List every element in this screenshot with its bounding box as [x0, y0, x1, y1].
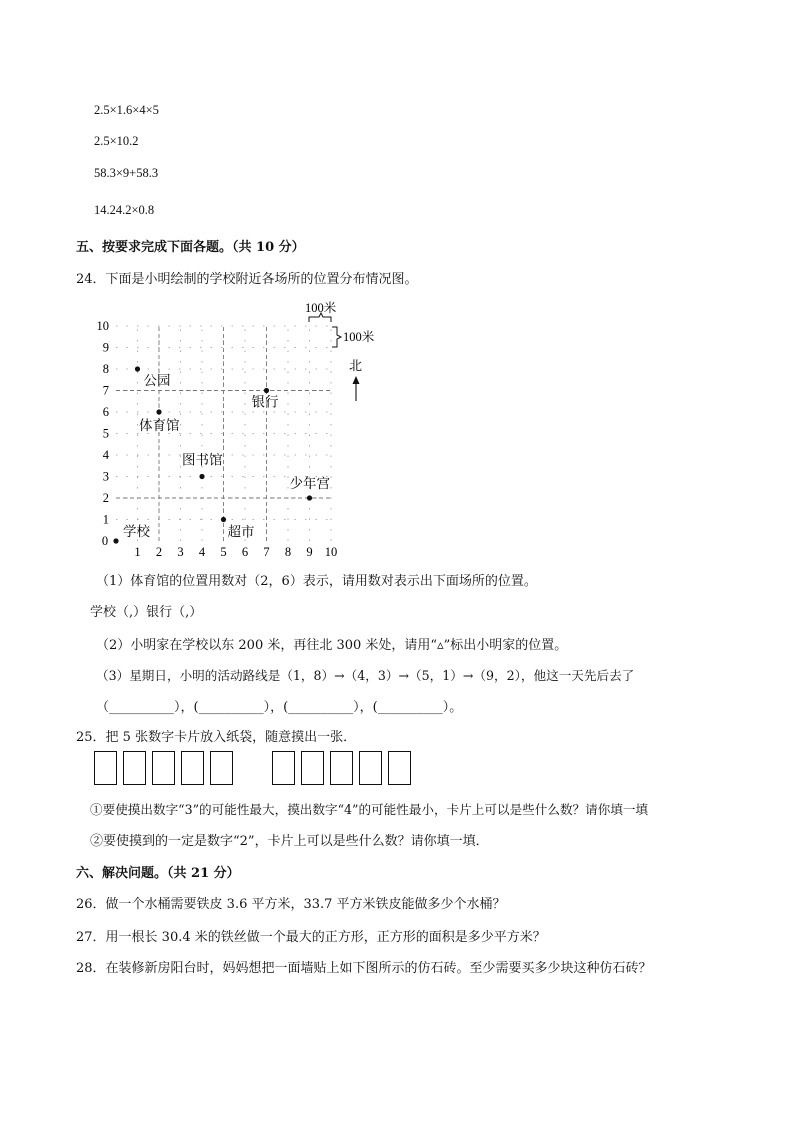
x-tick-label: 1	[134, 545, 141, 559]
x-tick-label: 2	[155, 545, 163, 559]
x-tick-label: 8	[284, 545, 292, 559]
x-tick-label: 7	[263, 545, 270, 559]
north-arrow	[349, 359, 362, 401]
place-point	[264, 388, 269, 393]
number-card-blank[interactable]	[181, 751, 204, 785]
place-label: 体育馆	[139, 418, 180, 434]
place-point	[307, 495, 312, 500]
number-card-blank[interactable]	[272, 751, 295, 785]
place-label: 图书馆	[182, 452, 223, 469]
place-label: 少年宫	[289, 476, 330, 492]
x-tick-label: 9	[306, 545, 313, 559]
expression-1: 2.5×1.6×4×5	[94, 103, 159, 117]
question-28: 28．在装修新房阳台时，妈妈想把一面墙贴上如下图所示的仿石砖。至少需要买多少块这种仿石砖？	[76, 961, 652, 976]
question-27: 27．用一根长 30.4 米的铁丝做一个最大的正方形，正方形的面积是多少平方米？	[76, 930, 546, 945]
number-card-blank[interactable]	[152, 751, 175, 785]
place-point	[199, 474, 204, 479]
place-markers	[113, 366, 330, 543]
place-point	[135, 366, 140, 371]
place-label: 学校	[123, 524, 150, 540]
place-label: 超市	[227, 524, 255, 541]
scale-indicator	[305, 300, 375, 347]
section-6-title: 六、解决问题。（共 21 分）	[76, 866, 240, 881]
y-tick-label: 7	[102, 383, 109, 398]
number-card-blank[interactable]	[123, 751, 146, 785]
x-tick-label: 10	[324, 545, 338, 559]
question-25-item-1: ①要使摸出数字“3”的可能性最大，摸出数字“4”的可能性最小，卡片上可以是些什么数？请你填一填	[90, 802, 649, 817]
north-label: 北	[349, 359, 363, 374]
question-25-item-2: ②要使摸到的一定是数字“2”，卡片上可以是些什么数？请你填一填．	[90, 834, 489, 849]
expression-3: 58.3×9+58.3	[94, 166, 159, 180]
y-tick-label: 4	[102, 448, 109, 462]
place-label: 银行	[251, 394, 279, 411]
question-24-part-1-answer[interactable]: 学校（,）银行（,）	[90, 605, 203, 620]
y-tick-label: 8	[102, 362, 109, 376]
y-tick-label: 5	[102, 426, 109, 441]
x-tick-label: 5	[220, 545, 227, 559]
x-tick-label: 6	[241, 545, 249, 559]
place-point	[221, 517, 226, 522]
place-label: 公园	[143, 373, 171, 389]
question-24-prompt: 24．下面是小明绘制的学校附近各场所的位置分布情况图。	[76, 272, 418, 287]
expression-4: 14.24.2×0.8	[94, 203, 155, 217]
number-card-blank[interactable]	[330, 751, 353, 785]
y-tick-label: 2	[102, 491, 109, 505]
x-tick-label: 4	[198, 545, 206, 559]
x-tick-label: 3	[177, 545, 184, 559]
number-card-blank[interactable]	[359, 751, 382, 785]
question-24-part-3-blanks[interactable]: （__________），(__________），(__________），(__________）。	[96, 700, 463, 715]
x-tick-label: 0	[101, 534, 109, 548]
y-tick-label: 9	[102, 340, 109, 355]
tick-labels	[97, 319, 338, 559]
number-card-blank[interactable]	[388, 751, 411, 785]
question-24-part-2: （2）小明家在学校以东 200 米，再往北 300 米处，请用“▵”标出小明家的位置。	[96, 638, 568, 653]
y-tick-label: 3	[102, 469, 109, 484]
question-24-part-3: （3）星期日，小明的活动路线是（1，8）→（4，3）→（5，1）→（9，2），他这一天先后去了	[96, 668, 635, 683]
y-tick-label: 6	[102, 405, 109, 419]
question-25-prompt: 25．把 5 张数字卡片放入纸袋，随意摸出一张．	[76, 730, 357, 745]
section-5-title: 五、按要求完成下面各题。（共 10 分）	[76, 240, 305, 255]
y-tick-label: 10	[96, 319, 109, 333]
scale-horizontal-label: 100米	[305, 301, 337, 315]
question-24-part-1: （1）体育馆的位置用数对（2，6）表示，请用数对表示出下面场所的位置。	[96, 574, 537, 589]
number-card-blank[interactable]	[94, 751, 117, 785]
expression-2: 2.5×10.2	[94, 134, 139, 148]
question-26: 26．做一个水桶需要铁皮 3.6 平方米，33.7 平方米铁皮能做多少个水桶？	[76, 897, 506, 912]
place-point	[113, 538, 118, 543]
place-point	[156, 409, 161, 414]
y-tick-label: 1	[102, 512, 109, 527]
scale-vertical-label: 100米	[343, 330, 375, 344]
north-arrow-icon	[353, 376, 360, 384]
number-card-blank[interactable]	[301, 751, 324, 785]
number-card-blank[interactable]	[210, 751, 233, 785]
